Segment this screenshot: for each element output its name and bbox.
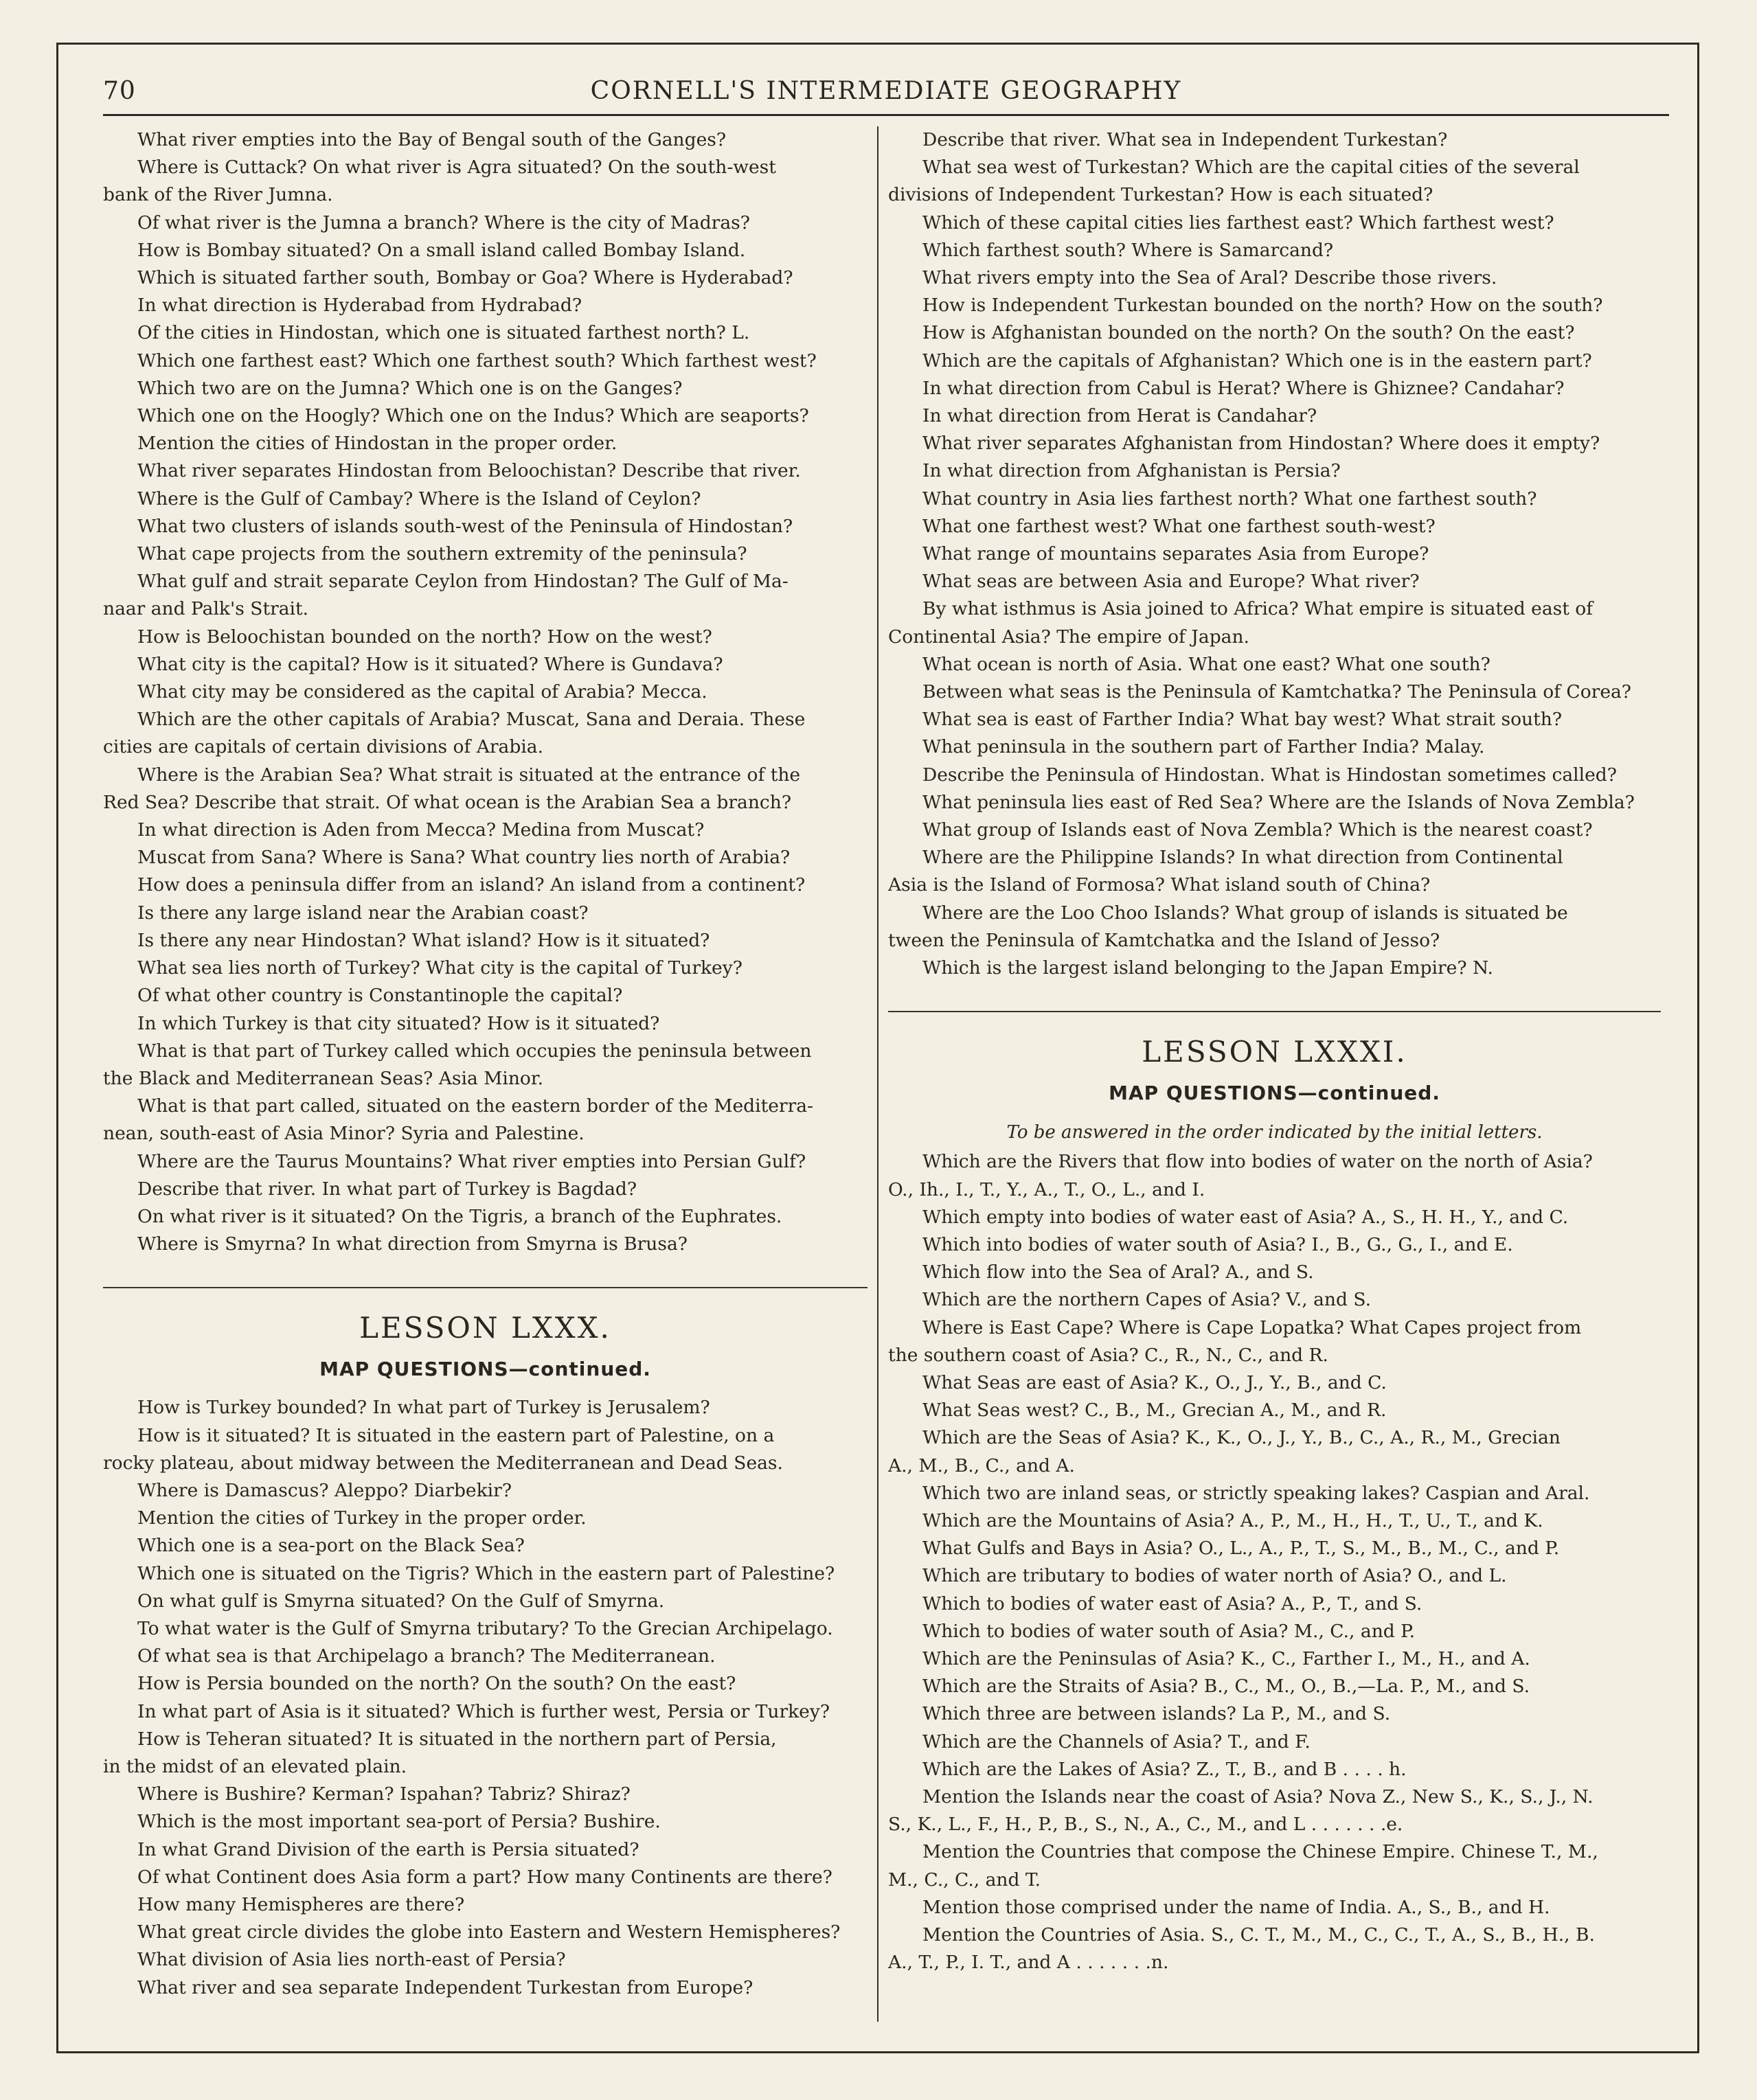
question-line: divisions of Independent Turkestan? How is each situated?	[888, 184, 1433, 206]
question-line: By what isthmus is Asia joined to Africa? What empire is situated east of	[922, 598, 1594, 620]
question-line: Which two are inland seas, or strictly speaking lakes? Caspian and Aral.	[922, 1482, 1590, 1504]
question-line: Is there any large island near the Arabian coast?	[137, 902, 589, 924]
question-line: What Seas are east of Asia? K., O., J., Y., B., and C.	[922, 1371, 1387, 1393]
question-line: Mention the Countries of Asia. S., C. T., M., M., C., C., T., A., S., B., H., B.	[922, 1924, 1595, 1945]
question-line: Which are the northern Capes of Asia? V., and S.	[922, 1289, 1371, 1311]
question-line: Which are the Mountains of Asia? A., P., M., H., H., T., U., T., and K.	[922, 1509, 1543, 1531]
question-line: tween the Peninsula of Kamtchatka and the Island of Jesso?	[888, 929, 1440, 951]
question-line: How is Turkey bounded? In what part of Turkey is Jerusalem?	[137, 1397, 710, 1419]
question-line: How is it situated? It is situated in the eastern part of Palestine, on a	[137, 1424, 775, 1446]
question-line: Which to bodies of water east of Asia? A., P., T., and S.	[922, 1593, 1422, 1614]
question-line: Asia is the Island of Formosa? What island south of China?	[888, 874, 1431, 896]
question-line: What rivers empty into the Sea of Aral? Describe those rivers.	[922, 267, 1497, 289]
question-line: What sea is east of Farther India? What bay west? What strait south?	[922, 709, 1563, 731]
question-line: O., Ih., I., T., Y., A., T., O., L., and I.	[888, 1178, 1205, 1200]
question-line: Which one is situated on the Tigris? Which in the eastern part of Palestine?	[137, 1562, 835, 1584]
left-questions	[103, 126, 868, 1258]
question-line: Which are the Channels of Asia? T., and F.	[922, 1731, 1311, 1753]
question-line: What is that part of Turkey called which occupies the peninsula between	[137, 1040, 812, 1062]
lesson-title-lxxxi: LESSON LXXXI.	[1142, 1035, 1407, 1069]
question-line: Where is Cuttack? On what river is Agra situated? On the south-west	[137, 157, 776, 179]
question-line: Which are the Rivers that flow into bodies of water on the north of Asia?	[922, 1151, 1593, 1173]
question-line: A., M., B., C., and A.	[888, 1454, 1075, 1476]
question-line: What country in Asia lies farthest north? What one farthest south?	[922, 488, 1537, 510]
lesson-subtitle-lxxxi: MAP QUESTIONS—continued.	[1109, 1082, 1440, 1105]
column-divider	[877, 126, 878, 2022]
question-line: What division of Asia lies north-east of Persia?	[137, 1949, 566, 1971]
question-line: In what direction from Cabul is Herat? Where is Ghiznee? Candahar?	[922, 377, 1565, 399]
question-line: Describe the Peninsula of Hindostan. What is Hindostan sometimes called?	[922, 764, 1617, 786]
question-line: On what gulf is Smyrna situated? On the Gulf of Smyrna.	[137, 1590, 665, 1612]
question-line: Mention the cities of Hindostan in the proper order.	[137, 433, 617, 455]
question-line: Mention the Islands near the coast of Asia? Nova Z., New S., K., S., J., N.	[922, 1785, 1594, 1807]
question-line: In which Turkey is that city situated? How is it situated?	[137, 1012, 660, 1034]
page-number: 70	[103, 77, 136, 105]
question-line: Muscat from Sana? Where is Sana? What country lies north of Arabia?	[137, 847, 791, 869]
question-line: How is Bombay situated? On a small island called Bombay Island.	[137, 239, 746, 261]
question-line: Which three are between islands? La P., M., and S.	[922, 1703, 1391, 1725]
question-line: On what river is it situated? On the Tigris, a branch of the Euphrates.	[137, 1205, 782, 1227]
question-line: Describe that river. What sea in Independent Turkestan?	[922, 129, 1448, 150]
question-line: M., C., C., and T.	[888, 1869, 1041, 1891]
question-line: Of the cities in Hindostan, which one is situated farthest north? L.	[137, 322, 750, 344]
question-line: Of what Continent does Asia form a part? How many Continents are there?	[137, 1866, 832, 1888]
question-line: Which two are on the Jumna? Which one is on the Ganges?	[137, 377, 683, 399]
question-line: In what direction is Aden from Mecca? Medina from Muscat?	[137, 819, 705, 841]
question-line: Which are the capitals of Afghanistan? Which one is in the eastern part?	[922, 350, 1592, 372]
question-line: Which are the Straits of Asia? B., C., M., O., B.,—La. P., M., and S.	[922, 1676, 1530, 1698]
right-column	[888, 126, 1661, 2022]
question-line: How is Afghanistan bounded on the north? On the south? On the east?	[922, 322, 1575, 344]
question-line: What seas are between Asia and Europe? What river?	[922, 571, 1420, 593]
question-line: Mention the cities of Turkey in the proper order.	[137, 1507, 587, 1529]
section-rule	[103, 1287, 868, 1288]
question-line: Between what seas is the Peninsula of Kamtchatka? The Peninsula of Corea?	[922, 681, 1632, 703]
question-line: In what direction is Hyderabad from Hydrabad?	[137, 295, 582, 317]
question-line: What river separates Hindostan from Beloochistan? Describe that river.	[137, 460, 801, 482]
question-line: Which one farthest east? Which one farthest south? Which farthest west?	[137, 350, 817, 372]
question-line: Which one on the Hoogly? Which one on the Indus? Which are seaports?	[137, 405, 809, 427]
question-line: What one farthest west? What one farthest south-west?	[922, 515, 1436, 537]
question-line: What peninsula in the southern part of Farther India? Malay.	[922, 736, 1485, 758]
question-line: What river and sea separate Independent Turkestan from Europe?	[137, 1976, 753, 1998]
question-line: Describe that river. In what part of Turkey is Bagdad?	[137, 1178, 637, 1200]
question-line: In what part of Asia is it situated? Which is further west, Persia or Turkey?	[137, 1700, 830, 1722]
question-line: How is Beloochistan bounded on the north? How on the west?	[137, 626, 712, 648]
question-line: Which is the largest island belonging to the Japan Empire? N.	[922, 957, 1493, 979]
question-line: Which farthest south? Where is Samarcand?	[922, 239, 1334, 261]
left-column	[103, 126, 868, 2022]
question-line: Which of these capital cities lies farthest east? Which farthest west?	[922, 212, 1554, 233]
running-title: CORNELL'S INTERMEDIATE GEOGRAPHY	[590, 77, 1182, 105]
question-line: What Gulfs and Bays in Asia? O., L., A., P., T., S., M., B., M., C., and P.	[922, 1538, 1560, 1560]
question-line: Which is the most important sea-port of Persia? Bushire.	[137, 1811, 661, 1833]
question-line: Continental Asia? The empire of Japan.	[888, 626, 1249, 648]
question-line: cities are capitals of certain divisions of Arabia.	[103, 736, 543, 758]
question-line: rocky plateau, about midway between the Mediterranean and Dead Seas.	[103, 1452, 783, 1474]
lesson-title-lxxx: LESSON LXXX.	[359, 1311, 611, 1345]
question-line: Where is Smyrna? In what direction from Smyrna is Brusa?	[137, 1233, 688, 1255]
question-line: What sea west of Turkestan? Which are the capital cities of the several	[922, 157, 1580, 179]
question-line: What is that part called, situated on the eastern border of the Mediterra-	[137, 1095, 814, 1117]
question-line: Where is the Arabian Sea? What strait is situated at the entrance of the	[137, 764, 801, 786]
question-line: Which into bodies of water south of Asia? I., B., G., G., I., and E.	[922, 1233, 1513, 1255]
question-line: What peninsula lies east of Red Sea? Where are the Islands of Nova Zembla?	[922, 791, 1635, 813]
question-line: naar and Palk's Strait.	[103, 598, 309, 620]
question-line: What cape projects from the southern extremity of the peninsula?	[137, 543, 747, 565]
question-line: bank of the River Jumna.	[103, 184, 333, 206]
question-line: the Black and Mediterranean Seas? Asia Minor.	[103, 1067, 544, 1089]
question-line: What sea lies north of Turkey? What city is the capital of Turkey?	[137, 957, 743, 979]
question-line: Where is East Cape? Where is Cape Lopatka? What Capes project from	[922, 1316, 1582, 1338]
question-line: How is Independent Turkestan bounded on the north? How on the south?	[922, 295, 1603, 317]
question-line: What city may be considered as the capital of Arabia? Mecca.	[137, 681, 707, 703]
question-line: What city is the capital? How is it situated? Where is Gundava?	[137, 653, 723, 675]
question-line: Mention the Countries that compose the Chinese Empire. Chinese T., M.,	[922, 1841, 1598, 1863]
question-line: What ocean is north of Asia. What one east? What one south?	[922, 653, 1490, 675]
question-line: What group of Islands east of Nova Zembla? Which is the nearest coast?	[922, 819, 1593, 841]
question-line: nean, south-east of Asia Minor? Syria and Palestine.	[103, 1123, 585, 1145]
question-line: Which one is a sea-port on the Black Sea?	[137, 1535, 525, 1557]
question-line: In what direction from Herat is Candahar?	[922, 405, 1317, 427]
lesson-lxxxi-questions	[888, 1148, 1661, 1976]
question-line: Which flow into the Sea of Aral? A., and S.	[922, 1262, 1314, 1283]
question-line: Where is Damascus? Aleppo? Diarbekir?	[137, 1479, 512, 1501]
question-line: Where are the Loo Choo Islands? What group of islands is situated be	[922, 902, 1568, 924]
question-line: Which are the Lakes of Asia? Z., T., B., and B . . . . h.	[922, 1758, 1407, 1780]
question-line: Red Sea? Describe that strait. Of what ocean is the Arabian Sea a branch?	[103, 791, 792, 813]
question-line: A., T., P., I. T., and A . . . . . . .n.	[888, 1952, 1169, 1974]
page-header	[103, 74, 1669, 116]
question-line: Is there any near Hindostan? What island? How is it situated?	[137, 929, 710, 951]
question-line: Of what other country is Constantinople the capital?	[137, 985, 623, 1007]
question-line: To what water is the Gulf of Smyrna tributary? To the Grecian Archipelago.	[137, 1617, 833, 1639]
question-line: What range of mountains separates Asia from Europe?	[922, 543, 1429, 565]
question-line: In what direction from Afghanistan is Persia?	[922, 460, 1341, 482]
question-line: Which are tributary to bodies of water north of Asia? O., and L.	[922, 1565, 1507, 1587]
section-rule	[888, 1011, 1661, 1012]
question-line: in the midst of an elevated plain.	[103, 1755, 407, 1777]
question-line: What great circle divides the globe into Eastern and Western Hemispheres?	[137, 1921, 841, 1943]
question-line: What gulf and strait separate Ceylon from Hindostan? The Gulf of Ma-	[137, 571, 789, 593]
question-line: Where is Bushire? Kerman? Ispahan? Tabriz? Shiraz?	[137, 1783, 631, 1805]
question-line: Of what sea is that Archipelago a branch? The Mediterranean.	[137, 1645, 716, 1667]
question-line: How is Persia bounded on the north? On the south? On the east?	[137, 1673, 736, 1695]
lesson-instruction: To be answered in the order indicated by the initial letters.	[1006, 1122, 1543, 1143]
question-line: Which are the Peninsulas of Asia? K., C., Farther I., M., H., and A.	[922, 1647, 1530, 1669]
question-line: Which are the other capitals of Arabia? Muscat, Sana and Deraia. These	[137, 709, 806, 731]
question-line: Of what river is the Jumna a branch? Where is the city of Madras?	[137, 212, 750, 233]
question-line: the southern coast of Asia? C., R., N., C., and R.	[888, 1344, 1328, 1366]
question-line: What Seas west? C., B., M., Grecian A., M., and R.	[922, 1400, 1387, 1422]
question-line: Which empty into bodies of water east of Asia? A., S., H. H., Y., and C.	[922, 1206, 1569, 1228]
question-line: Where is the Gulf of Cambay? Where is the Island of Ceylon?	[137, 488, 701, 510]
question-line: In what Grand Division of the earth is Persia situated?	[137, 1838, 639, 1860]
question-line: What two clusters of islands south-west of the Peninsula of Hindostan?	[137, 515, 793, 537]
question-line: What river separates Afghanistan from Hindostan? Where does it empty?	[922, 433, 1600, 455]
lesson-subtitle-lxxx: MAP QUESTIONS—continued.	[319, 1358, 651, 1381]
question-line: Where are the Philippine Islands? In what direction from Continental	[922, 847, 1563, 869]
question-line: How does a peninsula differ from an island? An island from a continent?	[137, 874, 806, 896]
question-line: What river empties into the Bay of Bengal south of the Ganges?	[137, 129, 727, 150]
lesson-lxxx-questions	[103, 1394, 868, 2001]
question-line: Which to bodies of water south of Asia? M., C., and P.	[922, 1620, 1416, 1642]
question-line: Which are the Seas of Asia? K., K., O., J., Y., B., C., A., R., M., Grecian	[922, 1427, 1561, 1449]
question-line: How is Teheran situated? It is situated in the northern part of Persia,	[137, 1728, 777, 1750]
right-questions	[888, 126, 1661, 982]
question-line: Where are the Taurus Mountains? What river empties into Persian Gulf?	[137, 1150, 806, 1172]
question-line: Which is situated farther south, Bombay or Goa? Where is Hyderabad?	[137, 267, 793, 289]
question-line: Mention those comprised under the name of India. A., S., B., and H.	[922, 1896, 1550, 1918]
question-line: S., K., L., F., H., P., B., S., N., A., C., M., and L . . . . . . .e.	[888, 1814, 1403, 1836]
question-line: How many Hemispheres are there?	[137, 1893, 465, 1915]
